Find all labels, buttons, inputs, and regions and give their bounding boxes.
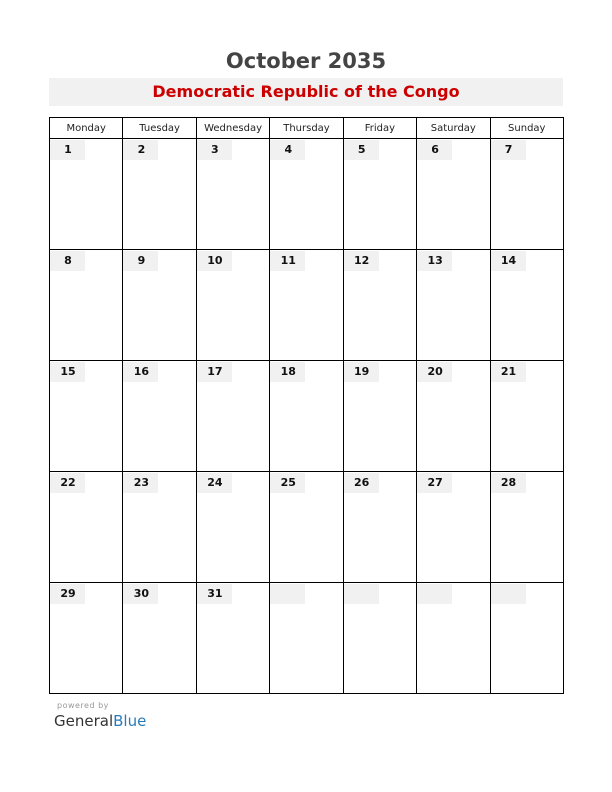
day-cell (343, 361, 416, 472)
day-number-box (344, 473, 379, 493)
day-number: 8 (64, 254, 72, 267)
day-number-box (491, 140, 526, 160)
day-number: 13 (427, 254, 443, 267)
day-cell (123, 361, 196, 472)
day-cell (343, 139, 416, 250)
day-number: 17 (207, 365, 223, 378)
day-cell (50, 139, 123, 250)
day-cell (490, 250, 563, 361)
day-number-box (491, 251, 526, 271)
weekday-wednesday: Wednesday (196, 118, 269, 139)
day-number: 30 (133, 587, 150, 600)
day-number-box (344, 584, 379, 604)
day-cell (490, 583, 563, 694)
day-number-box (123, 251, 158, 271)
day-number-box (344, 251, 379, 271)
day-number: 20 (427, 365, 443, 378)
day-cell (196, 250, 269, 361)
day-cell (490, 472, 563, 583)
day-number: 24 (207, 476, 223, 489)
day-cell (270, 361, 343, 472)
day-number: 23 (133, 476, 150, 489)
day-cell (196, 472, 269, 583)
day-number: 2 (137, 143, 146, 156)
day-cell (270, 250, 343, 361)
week-row-4 (50, 472, 564, 583)
day-cell (196, 139, 269, 250)
weekday-header-row (50, 118, 564, 139)
day-number: 21 (500, 365, 517, 378)
day-cell (50, 583, 123, 694)
day-number-box (123, 584, 158, 604)
weekday-tuesday: Tuesday (123, 118, 196, 139)
powered-by-text: powered by (57, 701, 109, 710)
day-number-box (50, 584, 85, 604)
day-cell (490, 361, 563, 472)
day-number: 31 (207, 587, 223, 600)
day-cell (270, 472, 343, 583)
weekday-thursday: Thursday (270, 118, 343, 139)
day-number: 5 (357, 143, 366, 156)
day-number: 29 (60, 587, 76, 600)
day-number: 22 (60, 476, 76, 489)
day-cell (417, 361, 490, 472)
day-number-box (417, 362, 452, 382)
day-number-box (491, 584, 526, 604)
day-number-box (417, 584, 452, 604)
day-number: 26 (354, 476, 370, 489)
day-number-box (123, 473, 158, 493)
day-cell (50, 472, 123, 583)
day-number-box (50, 251, 85, 271)
day-cell (50, 250, 123, 361)
day-cell (343, 250, 416, 361)
day-number: 14 (500, 254, 517, 267)
day-number-box (270, 140, 305, 160)
country-name: Democratic Republic of the Congo (152, 82, 460, 101)
day-number: 28 (500, 476, 517, 489)
day-cell (123, 250, 196, 361)
day-number-box (270, 251, 305, 271)
brand-general-text: General (54, 712, 114, 730)
weekday-sunday: Sunday (490, 118, 563, 139)
calendar-title: October 2035 (225, 49, 387, 73)
day-number: 7 (504, 143, 513, 156)
day-cell (123, 583, 196, 694)
day-number-box (197, 584, 232, 604)
day-cell (50, 361, 123, 472)
day-number-box (491, 473, 526, 493)
day-number-box (270, 473, 305, 493)
day-number: 6 (431, 143, 439, 156)
day-number: 25 (280, 476, 296, 489)
day-number: 18 (280, 365, 296, 378)
day-number: 12 (354, 254, 370, 267)
day-number-box (344, 140, 379, 160)
day-number: 1 (64, 143, 72, 156)
day-number-box (491, 362, 526, 382)
day-number-box (197, 140, 232, 160)
day-number-box (50, 473, 85, 493)
day-number: 11 (280, 254, 296, 267)
day-number-box (344, 362, 379, 382)
day-cell (270, 583, 343, 694)
day-number: 27 (427, 476, 443, 489)
brand-logo[interactable] (54, 711, 146, 731)
brand-blue-text: Blue (113, 712, 147, 730)
day-number-box (197, 473, 232, 493)
week-row-2 (50, 250, 564, 361)
day-cell (196, 361, 269, 472)
day-cell (123, 139, 196, 250)
day-cell (343, 472, 416, 583)
day-cell (417, 583, 490, 694)
weekday-monday: Monday (50, 118, 123, 139)
day-number-box (123, 140, 158, 160)
calendar-grid (49, 117, 564, 694)
day-number-box (270, 584, 305, 604)
day-number: 4 (284, 143, 293, 156)
day-cell (490, 139, 563, 250)
day-cell (343, 583, 416, 694)
day-number: 3 (211, 143, 219, 156)
week-row-3 (50, 361, 564, 472)
weekday-saturday: Saturday (417, 118, 490, 139)
day-number: 16 (133, 365, 150, 378)
week-row-5 (50, 583, 564, 694)
day-cell (270, 139, 343, 250)
day-number-box (270, 362, 305, 382)
day-number: 19 (354, 365, 370, 378)
day-cell (123, 472, 196, 583)
day-cell (417, 250, 490, 361)
weekday-friday: Friday (343, 118, 416, 139)
day-number: 10 (207, 254, 223, 267)
footer-branding (54, 700, 147, 731)
day-number-box (50, 362, 85, 382)
day-number-box (417, 140, 452, 160)
day-number: 9 (137, 254, 146, 267)
day-number-box (417, 251, 452, 271)
day-number-box (123, 362, 158, 382)
day-number-box (197, 251, 232, 271)
day-number-box (50, 140, 85, 160)
week-row-1 (50, 139, 564, 250)
day-cell (196, 583, 269, 694)
country-banner (49, 78, 563, 106)
day-number: 15 (60, 365, 76, 378)
day-number-box (197, 362, 232, 382)
day-cell (417, 139, 490, 250)
day-cell (417, 472, 490, 583)
day-number-box (417, 473, 452, 493)
